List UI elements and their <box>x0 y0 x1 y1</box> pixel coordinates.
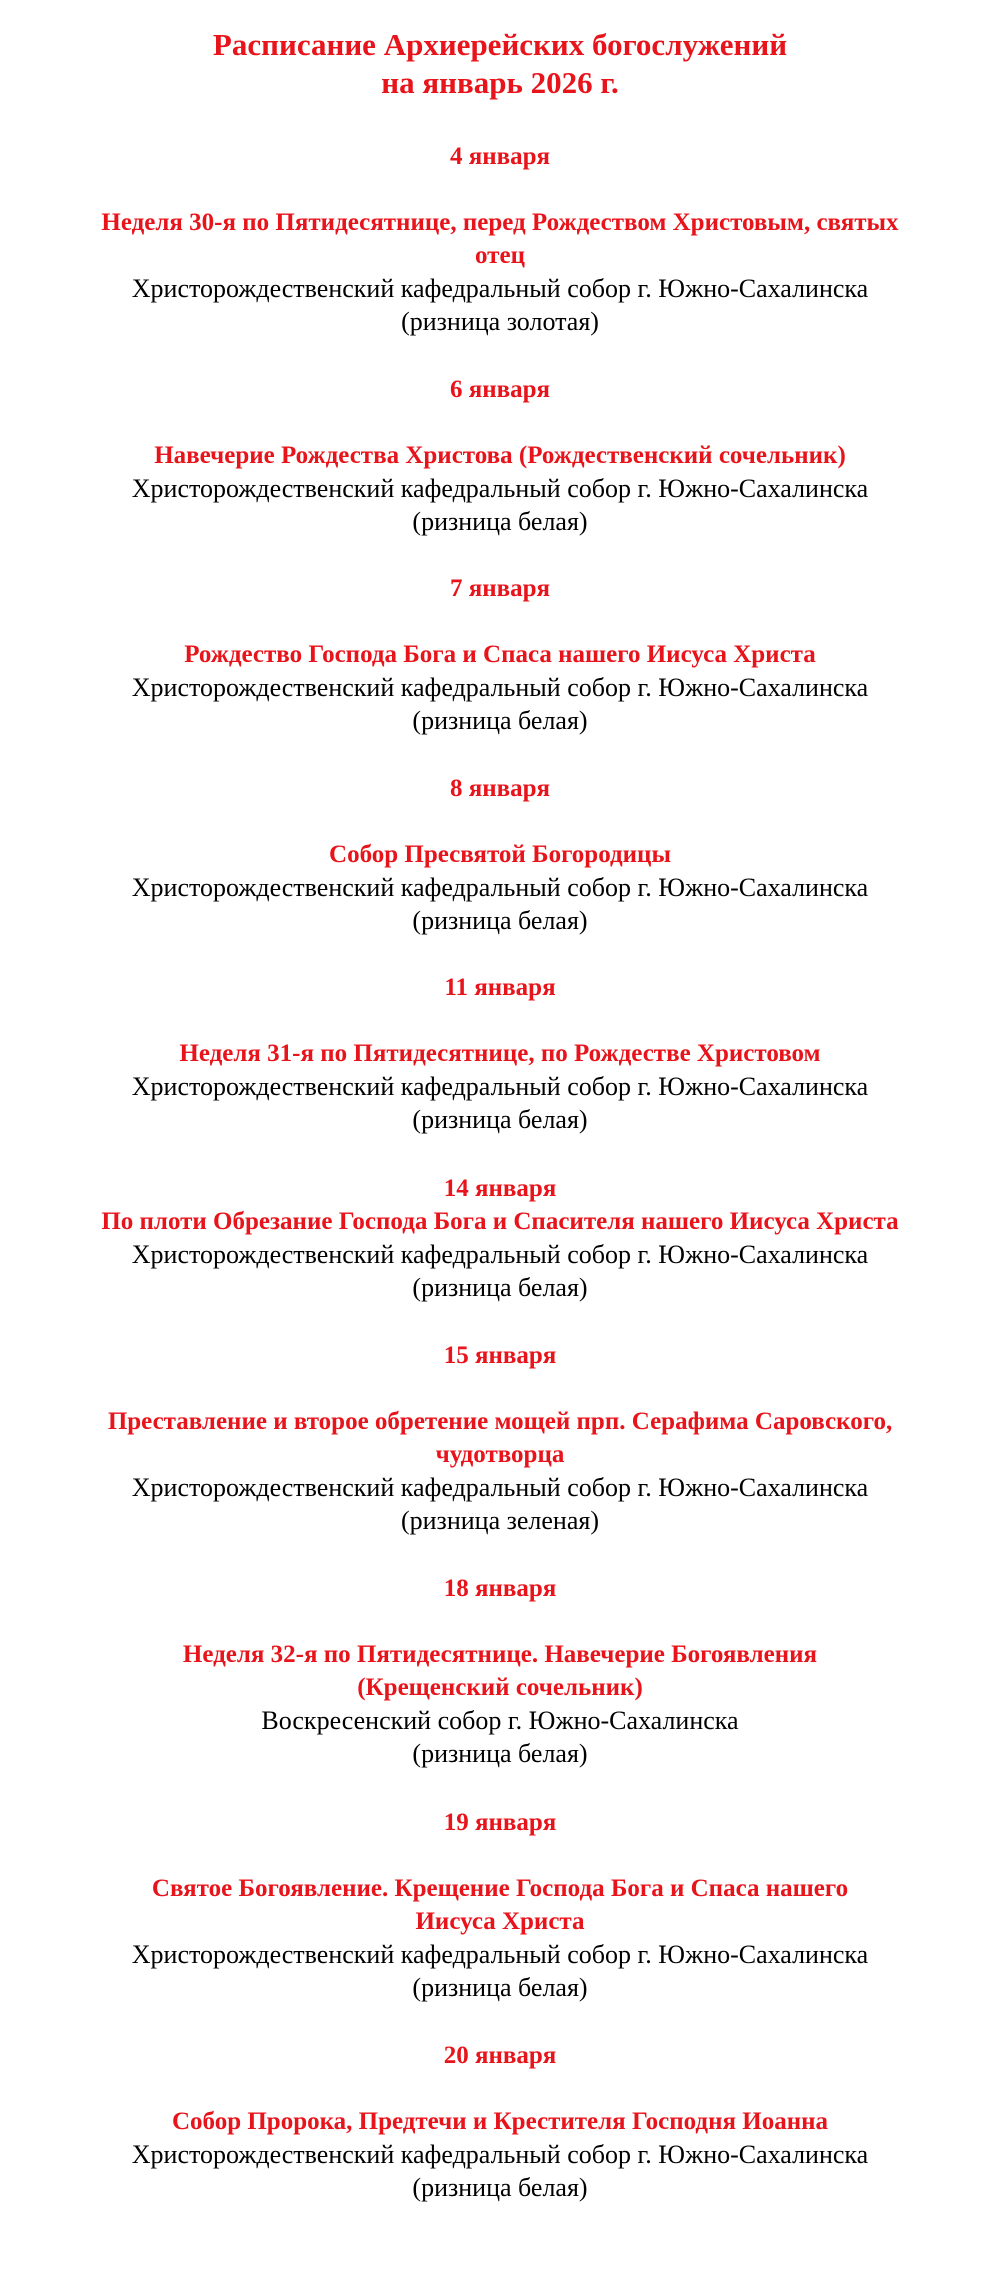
service-location: Христорождественский кафедральный собор г. Южно-Сахалинска <box>131 2140 869 2169</box>
schedule-entry <box>10 572 990 737</box>
spacer <box>10 173 990 206</box>
vestment-color: (ризница белая) <box>412 906 588 935</box>
service-location: Христорождественский кафедральный собор г. Южно-Сахалинска <box>131 274 869 303</box>
schedule-entry <box>10 2039 990 2204</box>
feast-title: Святое Богоявление. Крещение Господа Бога и Спаса нашего <box>151 1875 849 1902</box>
vestment-color: (ризница белая) <box>412 1273 588 1302</box>
vestment-color: (ризница белая) <box>412 2173 588 2202</box>
schedule-entry <box>10 140 990 338</box>
spacer <box>10 1839 990 1872</box>
vestment-color: (ризница золотая) <box>401 307 599 336</box>
schedule-entry <box>10 772 990 937</box>
service-date: 20 января <box>443 2042 557 2069</box>
service-date: 15 января <box>443 1342 557 1369</box>
vestment-color: (ризница белая) <box>412 1105 588 1134</box>
spacer <box>10 406 990 439</box>
spacer <box>10 605 990 638</box>
spacer <box>10 1605 990 1638</box>
vestment-color: (ризница зеленая) <box>400 1506 600 1535</box>
feast-title: Собор Пресвятой Богородицы <box>329 841 671 868</box>
service-date: 14 января <box>443 1175 557 1202</box>
spacer <box>10 2072 990 2105</box>
schedule-entry <box>10 373 990 538</box>
service-location: Воскресенский собор г. Южно-Сахалинска <box>261 1706 739 1735</box>
service-date: 18 января <box>443 1575 557 1602</box>
service-location: Христорождественский кафедральный собор г. Южно-Сахалинска <box>131 1072 869 1101</box>
service-date: 6 января <box>449 376 551 403</box>
spacer <box>10 1372 990 1405</box>
title-line: на январь 2026 г. <box>381 65 619 100</box>
schedule-entry <box>10 1806 990 2004</box>
service-date: 19 января <box>443 1809 557 1836</box>
service-date: 8 января <box>449 775 551 802</box>
feast-title: Неделя 32-я по Пятидесятнице. Навечерие Богоявления <box>182 1641 818 1668</box>
service-date: 4 января <box>449 143 551 170</box>
feast-title: Навечерие Рождества Христова (Рождественский сочельник) <box>154 442 846 469</box>
feast-title: Преставление и второе обретение мощей прп. Серафима Саровского, <box>107 1408 893 1435</box>
service-location: Христорождественский кафедральный собор г. Южно-Сахалинска <box>131 474 869 503</box>
schedule-entry <box>10 1172 990 1304</box>
spacer <box>10 1004 990 1037</box>
service-date: 11 января <box>444 974 556 1001</box>
title-line: Расписание Архиерейских богослужений <box>212 27 788 62</box>
schedule-entry <box>10 1572 990 1770</box>
feast-title: Рождество Господа Бога и Спаса нашего Иисуса Христа <box>184 641 816 668</box>
feast-title: отец <box>475 242 525 269</box>
service-location: Христорождественский кафедральный собор г. Южно-Сахалинска <box>131 873 869 902</box>
service-location: Христорождественский кафедральный собор г. Южно-Сахалинска <box>131 1940 869 1969</box>
page-title <box>0 26 1000 102</box>
vestment-color: (ризница белая) <box>412 706 588 735</box>
schedule-entry <box>10 1339 990 1537</box>
feast-title: (Крещенский сочельник) <box>357 1674 643 1701</box>
service-date: 7 января <box>449 575 551 602</box>
feast-title: По плоти Обрезание Господа Бога и Спасителя нашего Иисуса Христа <box>101 1208 899 1235</box>
service-location: Христорождественский кафедральный собор г. Южно-Сахалинска <box>131 1240 869 1269</box>
feast-title: Иисуса Христа <box>415 1908 585 1935</box>
service-location: Христорождественский кафедральный собор г. Южно-Сахалинска <box>131 1473 869 1502</box>
vestment-color: (ризница белая) <box>412 1973 588 2002</box>
feast-title: чудотворца <box>435 1441 565 1468</box>
service-location: Христорождественский кафедральный собор г. Южно-Сахалинска <box>131 673 869 702</box>
feast-title: Неделя 30-я по Пятидесятнице, перед Рождеством Христовым, святых <box>101 209 899 236</box>
feast-title: Собор Пророка, Предтечи и Крестителя Господня Иоанна <box>171 2108 829 2135</box>
vestment-color: (ризница белая) <box>412 507 588 536</box>
vestment-color: (ризница белая) <box>412 1739 588 1768</box>
feast-title: Неделя 31-я по Пятидесятнице, по Рождестве Христовом <box>179 1040 821 1067</box>
schedule-entry <box>10 971 990 1136</box>
spacer <box>10 805 990 838</box>
